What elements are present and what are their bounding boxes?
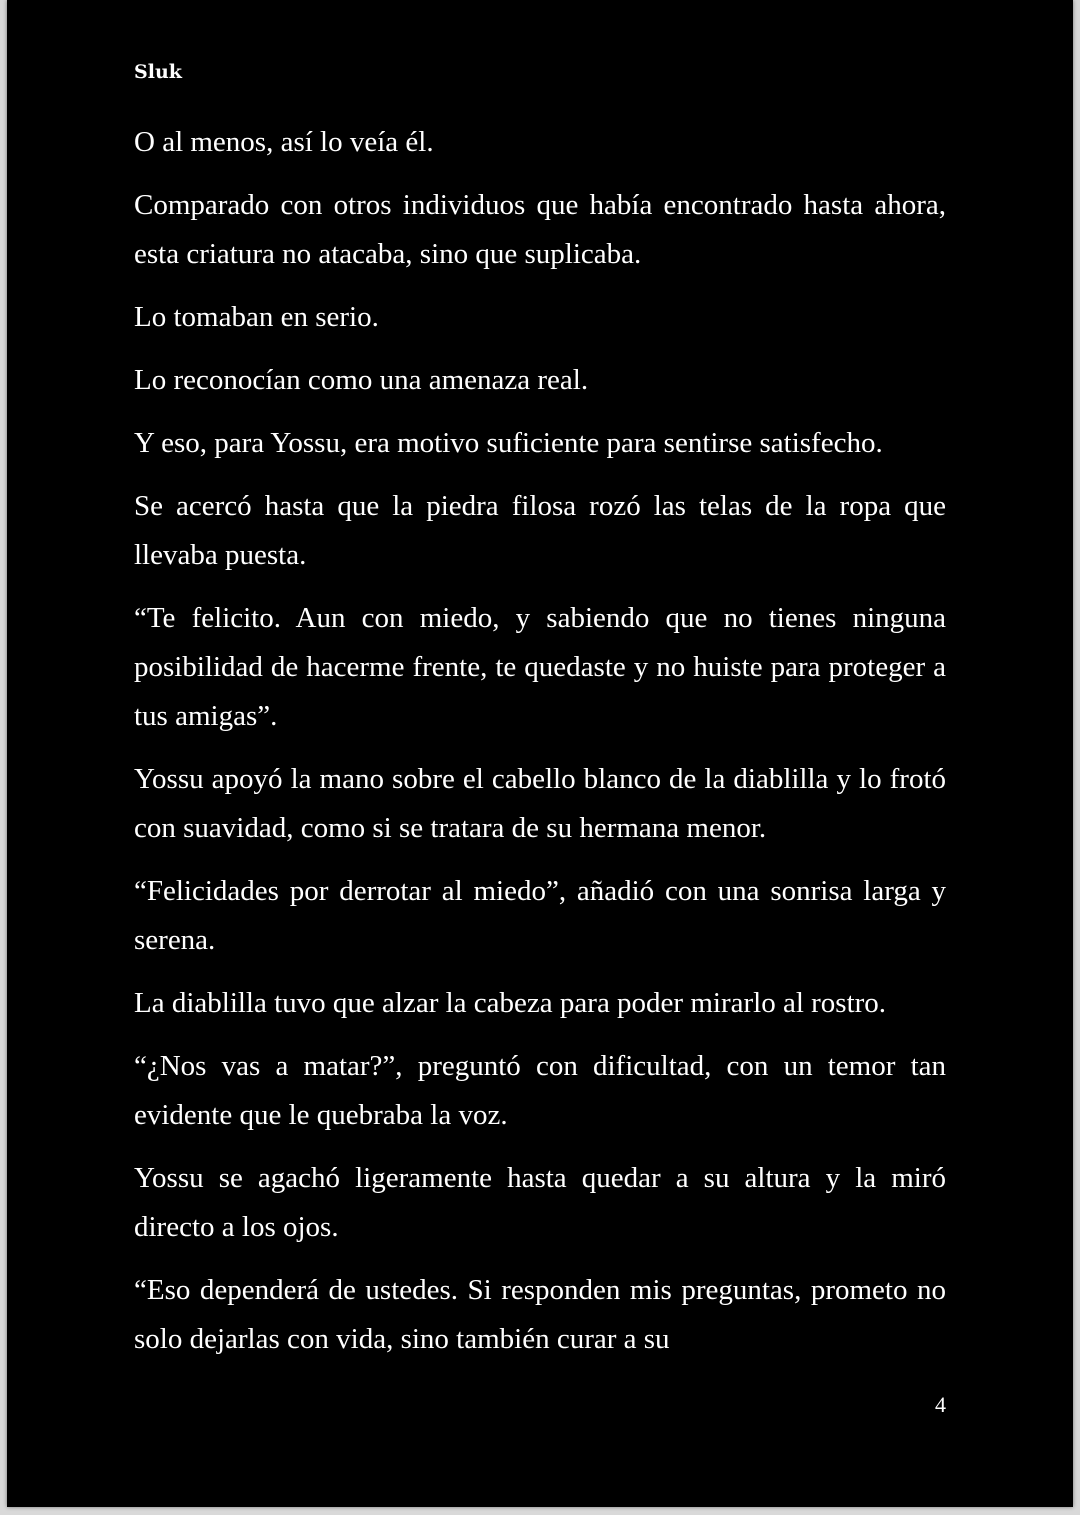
paragraph: Yossu se agachó ligeramente hasta quedar a su altura y la miró directo a los ojos. bbox=[134, 1162, 946, 1243]
paragraph: Y eso, para Yossu, era motivo suficiente para sentirse satisfecho. bbox=[134, 427, 883, 459]
paragraph: Comparado con otros individuos que había encontrado hasta ahora, esta criatura no atacaba, sino que suplicaba. bbox=[134, 189, 946, 270]
paragraph: Lo tomaban en serio. bbox=[134, 301, 379, 333]
document-page bbox=[7, 0, 1073, 1507]
running-header: Sluk bbox=[134, 61, 182, 83]
paragraph: O al menos, así lo veía él. bbox=[134, 126, 434, 158]
body-text bbox=[134, 118, 946, 1378]
page-number: 4 bbox=[935, 1392, 946, 1417]
paragraph: “Felicidades por derrotar al miedo”, añadió con una sonrisa larga y serena. bbox=[134, 875, 946, 956]
paragraph: Yossu apoyó la mano sobre el cabello blanco de la diablilla y lo frotó con suavidad, como si se tratara de su hermana menor. bbox=[134, 763, 946, 844]
paragraph: La diablilla tuvo que alzar la cabeza para poder mirarlo al rostro. bbox=[134, 987, 887, 1019]
paragraph: “Te felicito. Aun con miedo, y sabiendo que no tienes ninguna posibilidad de hacerme frente, te quedaste y no huiste para proteger a tus amigas”. bbox=[134, 602, 946, 732]
paragraph: Lo reconocían como una amenaza real. bbox=[134, 364, 589, 396]
paragraph: “¿Nos vas a matar?”, preguntó con dificultad, con un temor tan evidente que le quebraba la voz. bbox=[134, 1050, 946, 1131]
paragraph: Se acercó hasta que la piedra filosa rozó las telas de la ropa que llevaba puesta. bbox=[134, 490, 946, 571]
paragraph: “Eso dependerá de ustedes. Si responden mis preguntas, prometo no solo dejarlas con vida, sino también curar a su bbox=[134, 1274, 946, 1355]
